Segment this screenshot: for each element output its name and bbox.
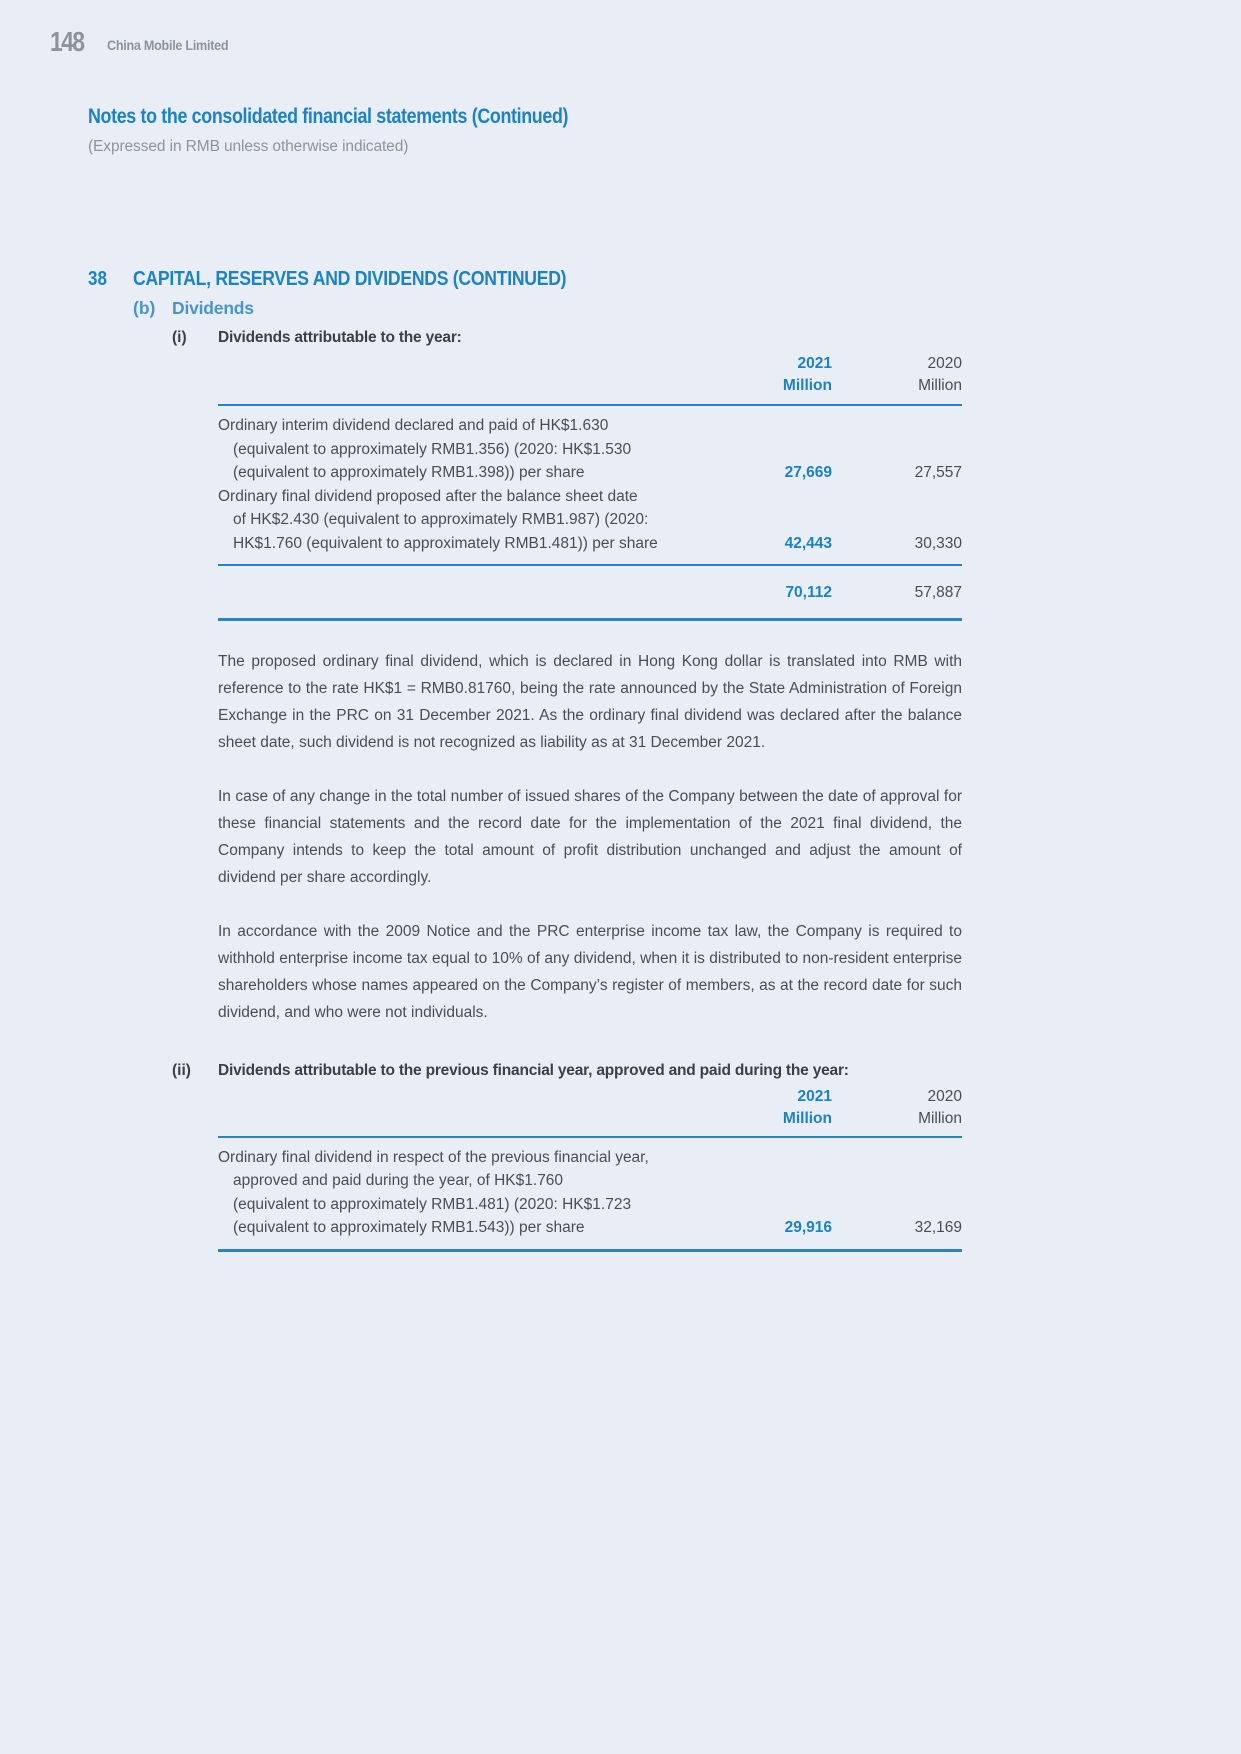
company-name: China Mobile Limited [106, 37, 229, 53]
column-header-2021 [702, 353, 832, 397]
unit-2020: Million [918, 377, 962, 394]
table-row [218, 1146, 962, 1240]
item-ii-title: Dividends attributable to the previous financial year, approved and paid during the year: [218, 1061, 849, 1079]
row-line: Ordinary final dividend proposed after the balance sheet date [218, 487, 638, 505]
column-header-2020 [832, 353, 962, 397]
page-header [50, 28, 242, 56]
table-i-total-row [218, 566, 962, 618]
unit-2021: Million [782, 1109, 832, 1127]
table-i-header [218, 353, 962, 404]
item-i-body [218, 329, 962, 1026]
row-line: approved and paid during the year, of HK$1.760 [233, 1172, 564, 1189]
table-row [218, 485, 962, 556]
value-2021: 42,443 [784, 534, 832, 552]
column-header-2021 [702, 1086, 832, 1130]
dividends-table-ii [218, 1086, 962, 1252]
row-line: (equivalent to approximately RMB1.398)) per share [233, 464, 585, 481]
row-description [218, 485, 702, 556]
item-i-label: (i) [172, 329, 187, 346]
subsection-title: Dividends [172, 298, 254, 318]
doc-title: Notes to the consolidated financial statements (Continued) [88, 105, 569, 128]
value-2020: 32,169 [914, 1219, 962, 1236]
unit-2021: Million [782, 377, 832, 394]
item-ii-body [218, 1062, 962, 1252]
unit-2020: Million [918, 1109, 962, 1127]
section-title: CAPITAL, RESERVES AND DIVIDENDS (CONTINUED) [133, 268, 567, 290]
column-header-2020 [832, 1086, 962, 1130]
table-row [218, 414, 962, 485]
row-line: HK$1.760 (equivalent to approximately RMB1.481)) per share [233, 534, 658, 552]
doc-title-block [88, 104, 653, 156]
item-i-title: Dividends attributable to the year: [218, 329, 462, 346]
dividends-table-i [218, 353, 962, 621]
year-2021: 2021 [797, 1087, 832, 1105]
item-ii-block [172, 1062, 1241, 1252]
paragraph: In case of any change in the total number of issued shares of the Company between the date of approval for these financial statements and the record date for the implementation of the 2021 final dividend, the Company intends to keep the total amount of profit distribution unchanged and adjust the amount of dividend per share accordingly. [218, 787, 962, 886]
total-2020: 57,887 [914, 584, 962, 601]
table-ii-bottom-rule [218, 1249, 962, 1252]
subsection-heading [133, 298, 1241, 319]
value-2020: 30,330 [914, 534, 962, 552]
page-number: 148 [50, 26, 84, 57]
doc-subtitle: (Expressed in RMB unless otherwise indicated) [88, 138, 409, 156]
row-line: Ordinary interim dividend declared and paid of HK$1.630 [218, 417, 609, 434]
section-number: 38 [88, 268, 107, 290]
row-line: Ordinary final dividend in respect of the previous financial year, [218, 1148, 649, 1166]
year-2020: 2020 [927, 1087, 962, 1105]
row-line: of HK$2.430 (equivalent to approximately RMB1.987) (2020: [233, 511, 649, 528]
row-description [218, 1146, 702, 1240]
item-ii-label: (ii) [172, 1061, 191, 1079]
total-2021: 70,112 [785, 584, 832, 601]
main-content [0, 268, 1241, 1252]
value-2020: 27,557 [914, 464, 962, 481]
row-line: (equivalent to approximately RMB1.356) (2020: HK$1.530 [233, 440, 632, 458]
section-heading [0, 268, 1241, 291]
table-ii-header [218, 1086, 962, 1136]
value-2021: 27,669 [784, 464, 832, 481]
row-line: (equivalent to approximately RMB1.543)) per share [233, 1219, 585, 1236]
year-2021: 2021 [797, 355, 832, 372]
subsection-label: (b) [133, 298, 156, 318]
item-i-block [172, 329, 1241, 1026]
table-i-bottom-rule [218, 618, 962, 621]
paragraph: In accordance with the 2009 Notice and the PRC enterprise income tax law, the Company is required to withhold enterprise income tax equal to 10% of any dividend, when it is distributed to non-resident enterprise shareholders whose names appeared on the Company’s register of members, as at the record date for such dividend, and who were not individuals. [218, 922, 962, 1021]
year-2020: 2020 [927, 355, 962, 372]
table-ii-body [218, 1138, 962, 1249]
row-line: (equivalent to approximately RMB1.481) (2020: HK$1.723 [233, 1195, 632, 1213]
value-2021: 29,916 [784, 1219, 832, 1236]
table-i-body [218, 406, 962, 564]
paragraph: The proposed ordinary final dividend, which is declared in Hong Kong dollar is translated into RMB with reference to the rate HK$1 = RMB0.81760, being the rate announced by the State Administration of Foreign Exchange in the PRC on 31 December 2021. As the ordinary final dividend was declared after the balance sheet date, such dividend is not recognized as liability as at 31 December 2021. [218, 652, 962, 751]
row-description [218, 414, 702, 485]
